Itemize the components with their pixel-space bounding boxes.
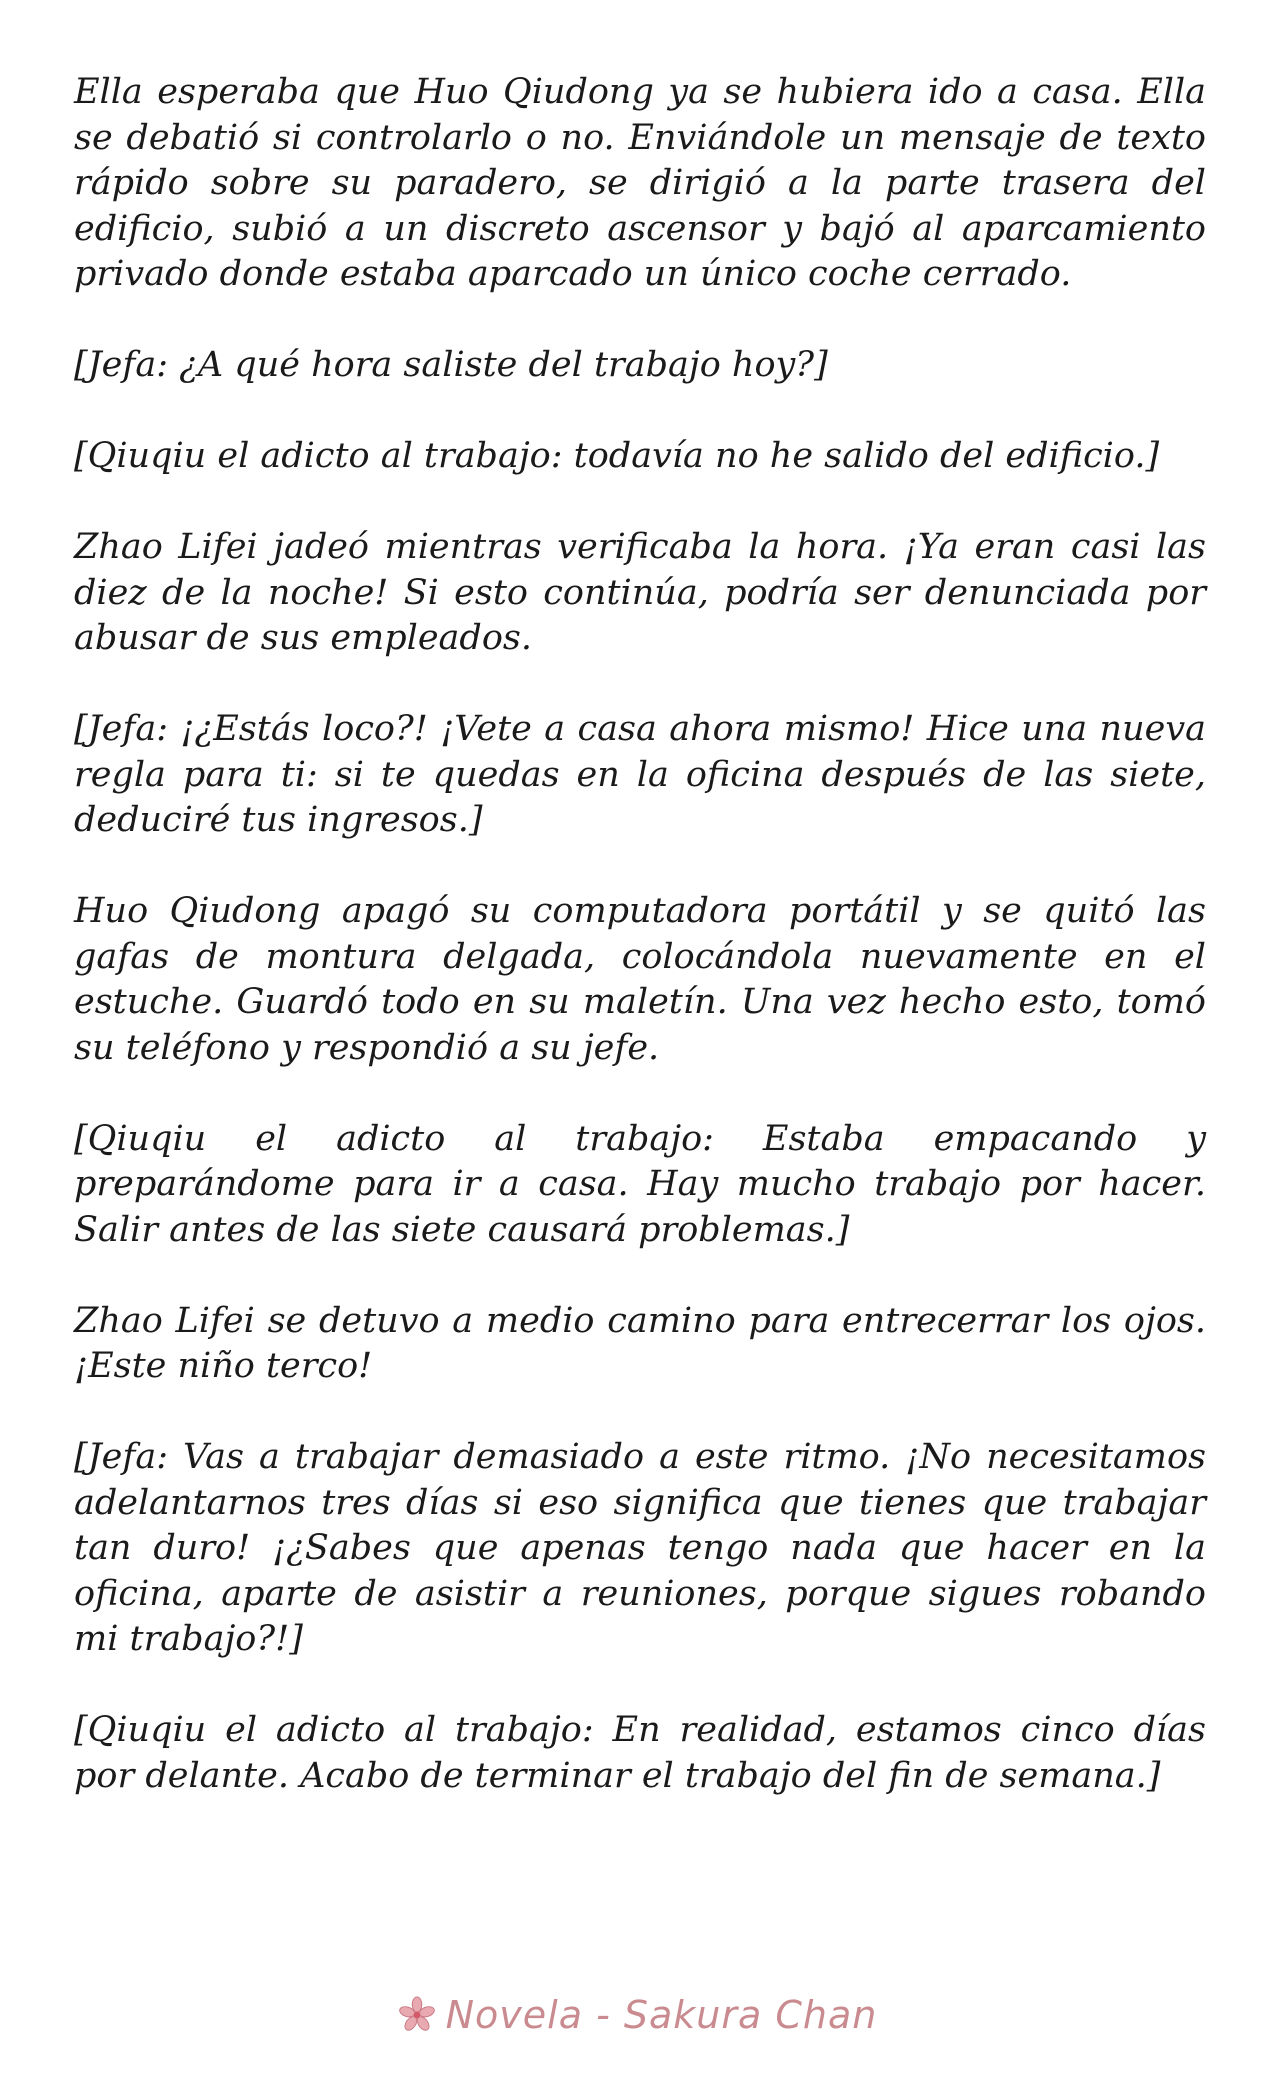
paragraph-narration-1: Ella esperaba que Huo Qiudong ya se hubiera ido a casa. Ella se debatió si controlarlo o no. Enviándole un mensaje de texto rápido sobre su paradero, se dirigió a la parte trasera del edificio, subió a un discreto ascensor y bajó al aparcamiento privado donde estaba aparcado un único coche cerrado. bbox=[74, 72, 1206, 294]
paragraph-message-5: [Jefa: Vas a trabajar demasiado a este ritmo. ¡No necesitamos adelantarnos tres días si eso significa que tienes que trabajar tan duro! ¡¿Sabes que apenas tengo nada que hacer en la oficina, aparte de asistir a reuniones, porque sigues robando mi trabajo?!] bbox=[74, 1437, 1206, 1659]
watermark-text: Novela - Sakura Chan bbox=[445, 1993, 878, 2037]
paragraph-message-4: [Qiuqiu el adicto al trabajo: Estaba empacando y preparándome para ir a casa. Hay mucho trabajo por hacer. Salir antes de las siete causará problemas.] bbox=[74, 1118, 1206, 1250]
watermark bbox=[0, 1985, 1275, 2045]
paragraph-narration-4: Zhao Lifei se detuvo a medio camino para entrecerrar los ojos. ¡Este niño terco! bbox=[74, 1300, 1206, 1386]
paragraph-narration-2: Zhao Lifei jadeó mientras verificaba la hora. ¡Ya eran casi las diez de la noche! Si esto continúa, podría ser denunciada por abusar de sus empleados. bbox=[74, 527, 1206, 658]
paragraph-message-1: [Jefa: ¿A qué hora saliste del trabajo hoy?] bbox=[74, 345, 828, 385]
paragraph-message-2: [Qiuqiu el adicto al trabajo: todavía no he salido del edificio.] bbox=[74, 436, 1160, 476]
sakura-flower-icon bbox=[398, 1996, 436, 2034]
paragraph-message-3: [Jefa: ¡¿Estás loco?! ¡Vete a casa ahora mismo! Hice una nueva regla para ti: si te quedas en la oficina después de las siete, deduciré tus ingresos.] bbox=[74, 709, 1206, 840]
paragraph-message-6: [Qiuqiu el adicto al trabajo: En realidad, estamos cinco días por delante. Acabo de terminar el trabajo del fin de semana.] bbox=[74, 1710, 1206, 1796]
paragraph-narration-3: Huo Qiudong apagó su computadora portátil y se quitó las gafas de montura delgada, colocándola nuevamente en el estuche. Guardó todo en su maletín. Una vez hecho esto, tomó su teléfono y respondió a su jefe. bbox=[74, 891, 1206, 1068]
story-text bbox=[74, 70, 1206, 1799]
